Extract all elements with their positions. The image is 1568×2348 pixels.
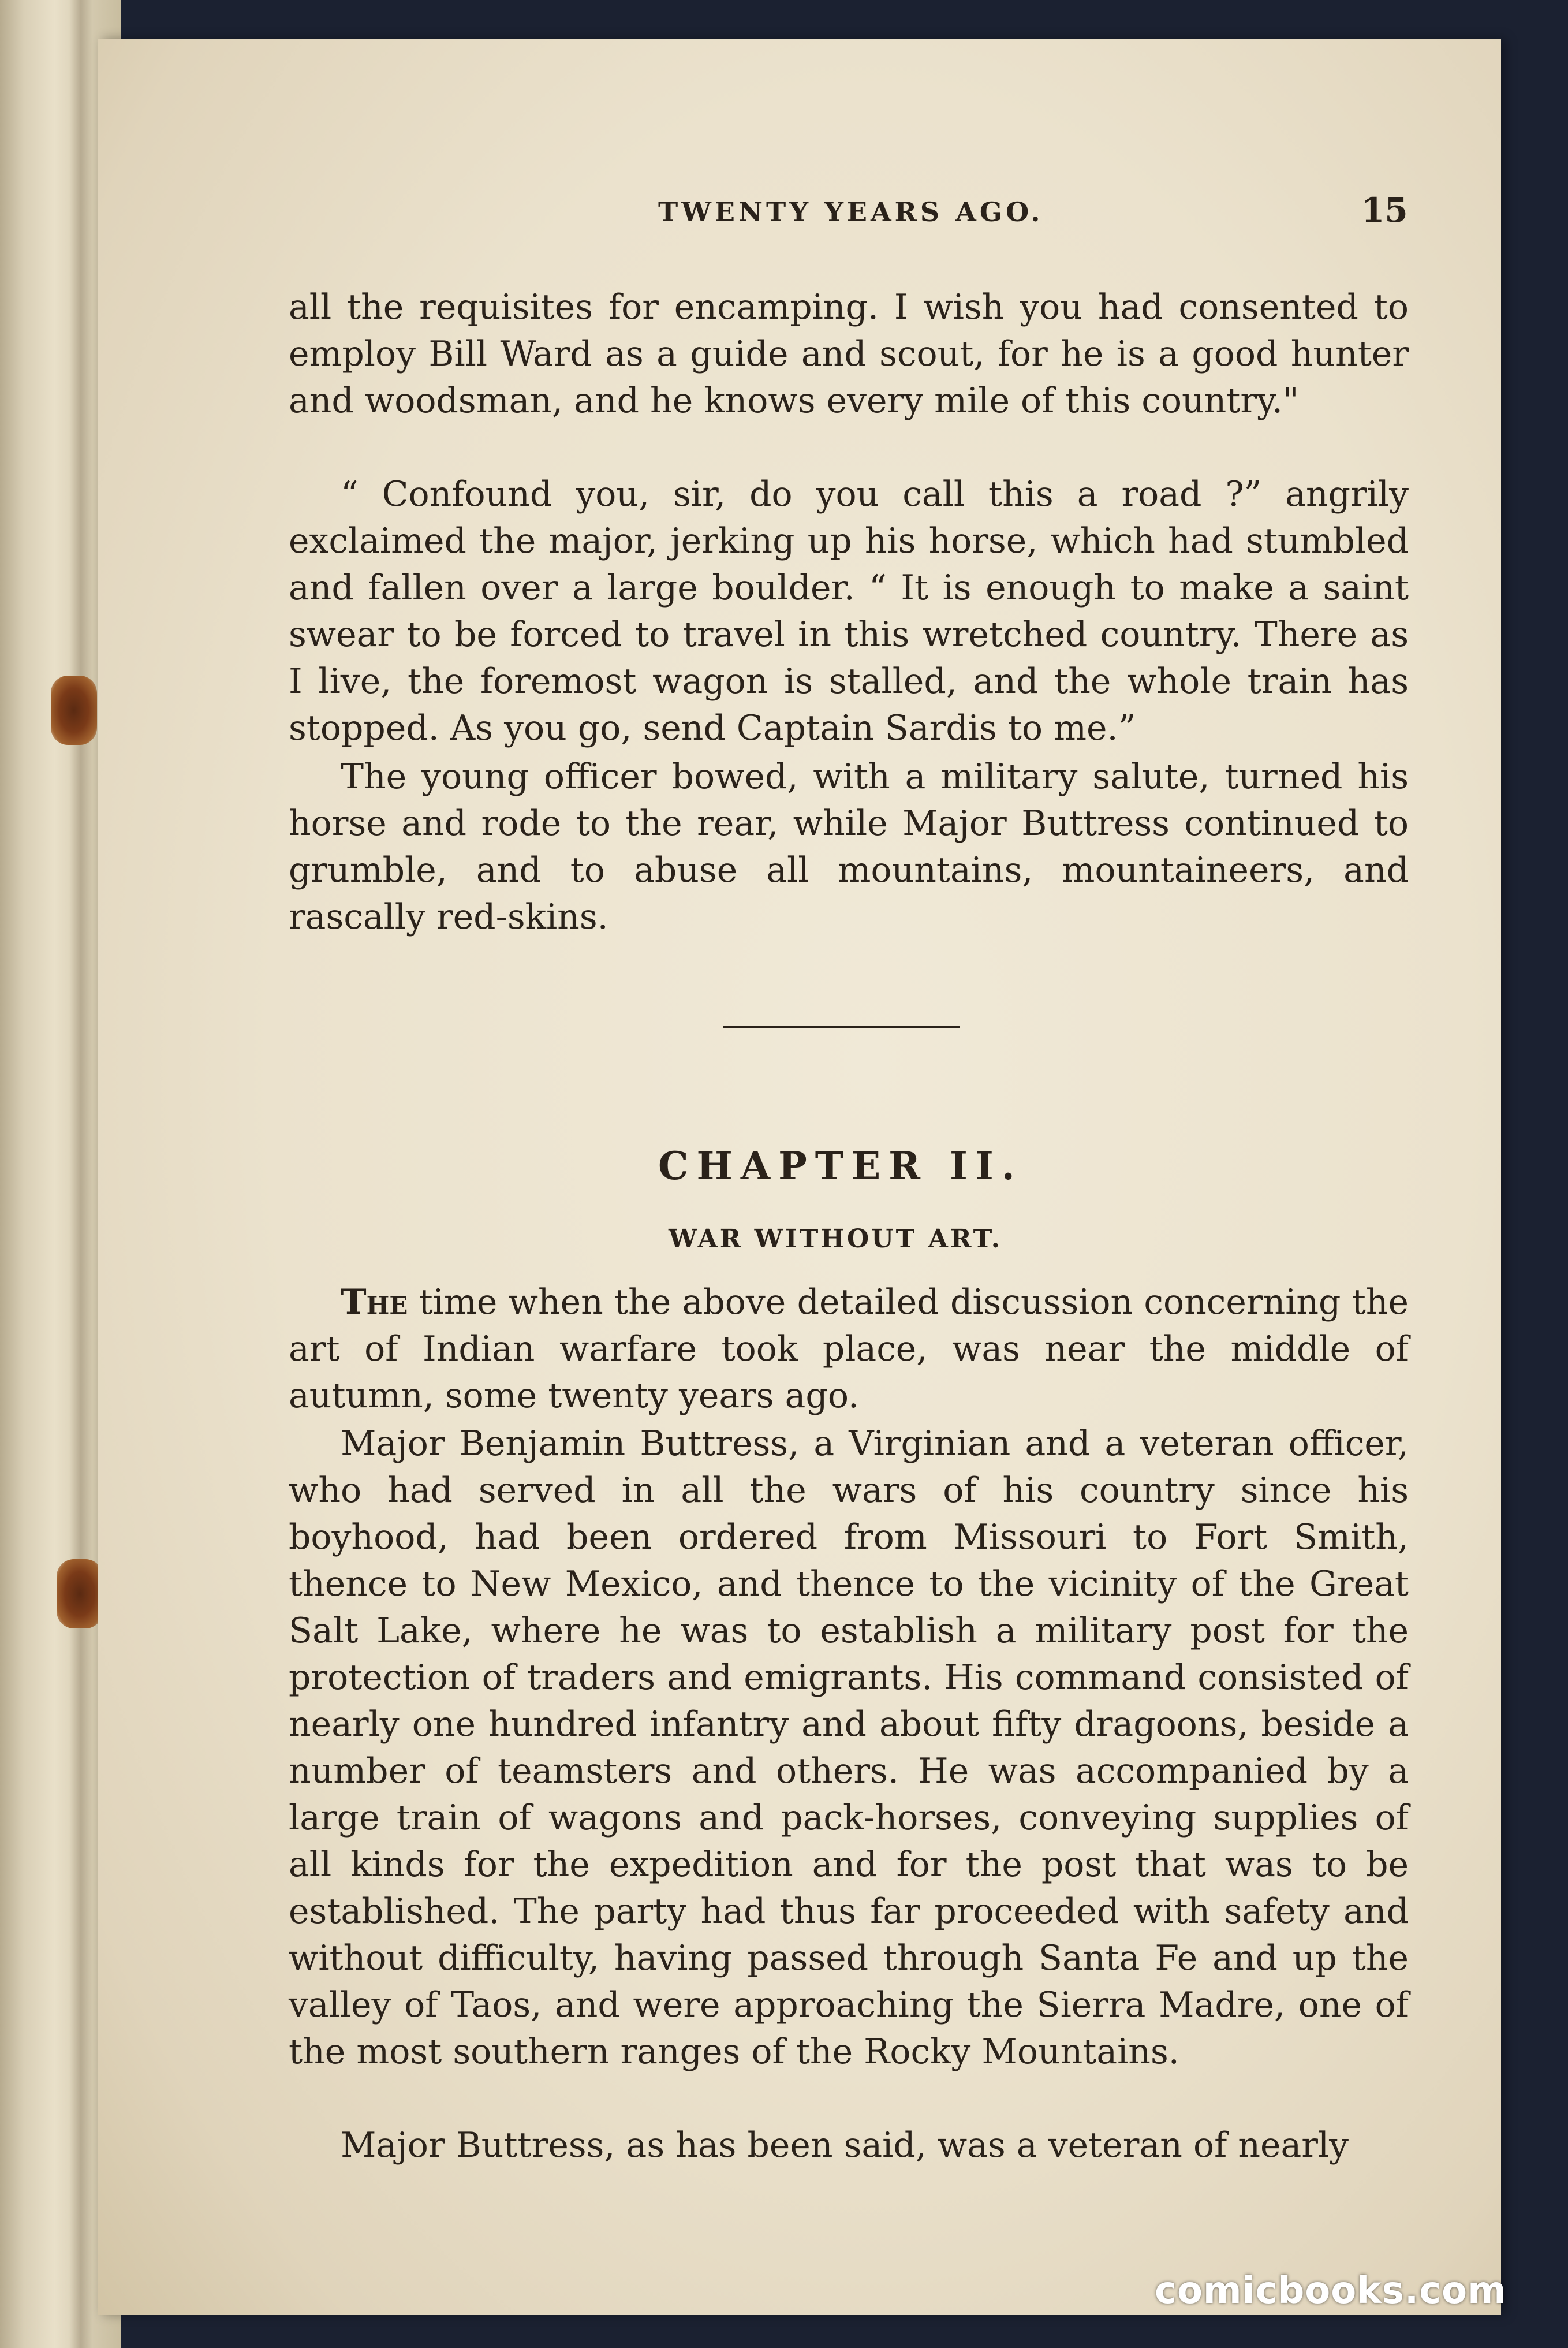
page-number: 15: [1361, 191, 1408, 230]
chapter-paragraph-2: Major Benjamin Buttress, a Virginian and a veteran officer, who had served in all the wars of his country since his boyhood, had been ordered from Missouri to Fort Smith, thence to New Mexico, and thence to the vicinity of the Great Salt Lake, where he was to establish a military post for the protection of traders and emigrants. His command consisted of nearly one hundred infantry and about fifty dragoons, beside a number of teamsters and others. He was accompanied by a large train of wagons and pack-horses, conveying supplies of all kinds for the expedition and for the post that was to be established. The party had thus far proceeded with safety and without difficulty, having passed through Santa Fe and up the valley of Taos, and were approaching the Sierra Madre, one of the most southern ranges of the Rocky Mountains.: [289, 1423, 1409, 2072]
paragraph-1: all the requisites for encamping. I wish you had consented to employ Bill Ward as a guide and scout, for he is a good hunter and woodsman, and he knows every mile of this country.": [289, 287, 1409, 421]
chapter-lead-word: The: [341, 1282, 408, 1322]
chapter-paragraph-1: [289, 1279, 1409, 1419]
paragraph-3: The young officer bowed, with a military salute, turned his horse and rode to the rear, while Major Buttress continued to grumble, and to abuse all mountains, mountaineers, and rascally red-skins.: [289, 756, 1409, 937]
running-title: TWENTY YEARS AGO.: [658, 196, 1044, 228]
chapter-paragraph-3: Major Buttress, as has been said, was a veteran of nearly: [341, 2125, 1349, 2166]
section-divider: [723, 1026, 960, 1028]
staple-bottom: [57, 1559, 103, 1628]
chapter-subtitle: WAR WITHOUT ART.: [669, 1224, 1003, 1254]
chapter-paragraph-1-text: time when the above detailed discussion concerning the art of Indian warfare took place, was near the middle of autumn, some twenty years ago.: [289, 1282, 1409, 1416]
site-watermark: comicbooks.com: [1155, 2269, 1507, 2312]
staple-top: [51, 676, 97, 745]
chapter-title: CHAPTER II.: [658, 1143, 1023, 1188]
paragraph-2: “ Confound you, sir, do you call this a road ?” angrily exclaimed the major, jerking up his horse, which had stumbled and fallen over a large boulder. “ It is enough to make a saint swear to be forced to travel in this wretched country. There as I live, the foremost wagon is stalled, and the whole train has stopped. As you go, send Captain Sardis to me.”: [289, 474, 1409, 748]
spine-shadow: [69, 0, 92, 2348]
